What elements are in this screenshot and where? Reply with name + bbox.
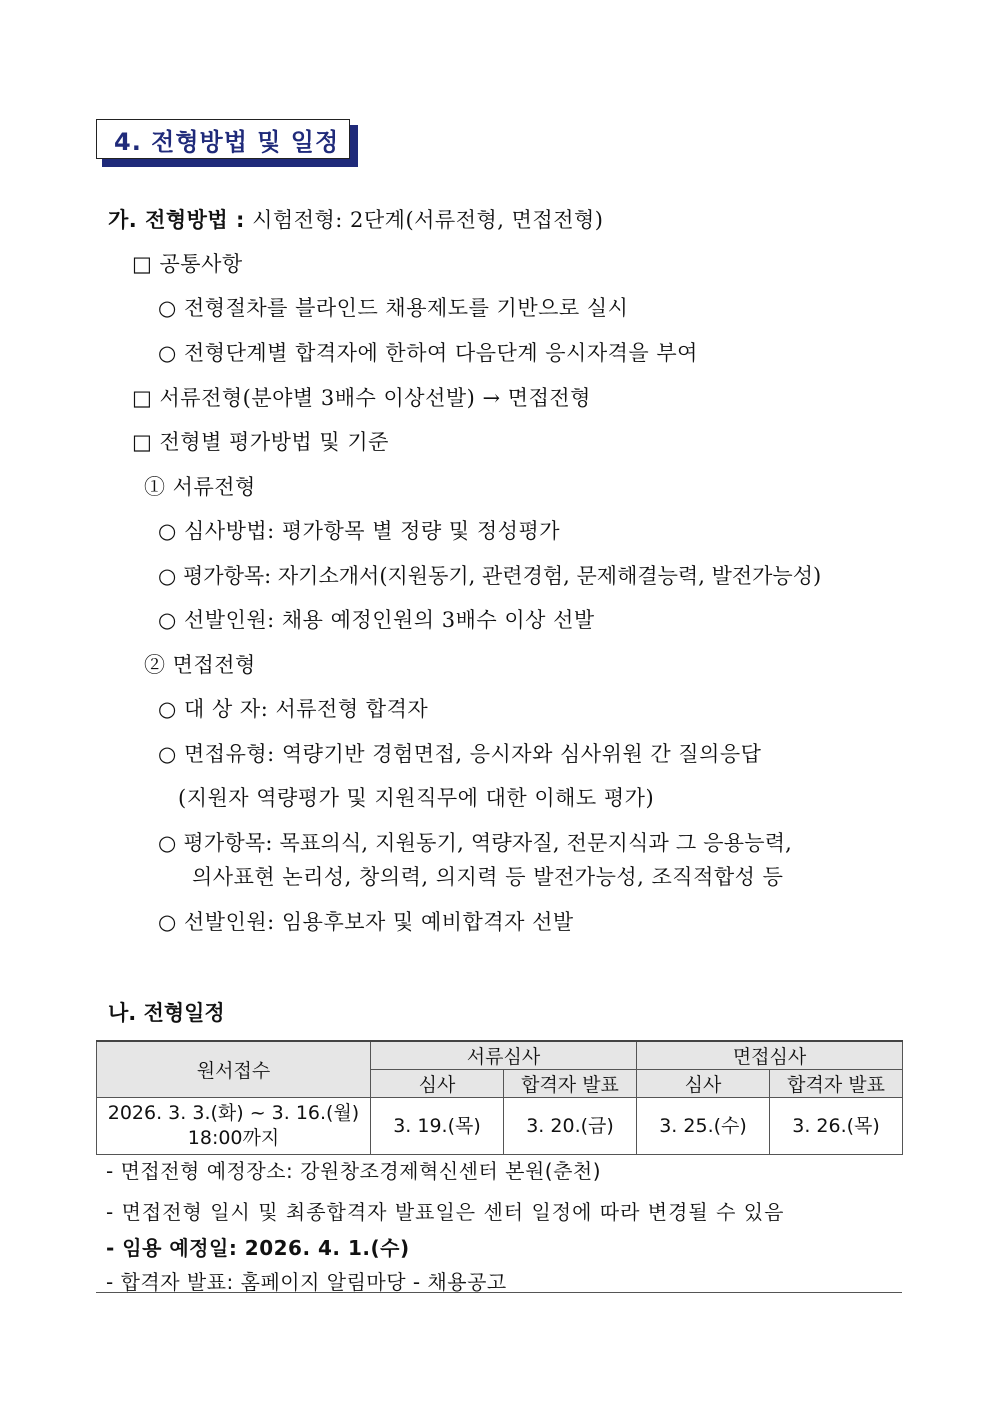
common-item: ○ 전형단계별 합격자에 한하여 다음단계 응시자격을 부여: [158, 341, 698, 365]
schedule-note: - 면접전형 일시 및 최종합격자 발표일은 센터 일정에 따라 변경될 수 있음: [106, 1200, 785, 1224]
interview-review-date: 3. 25.(수): [637, 1098, 770, 1155]
section-heading-box: [96, 119, 350, 159]
application-period-cell: [97, 1098, 371, 1155]
method-label: 가. 전형방법 :: [108, 208, 245, 232]
header-application: 원서접수: [97, 1041, 371, 1098]
common-title: □ 공통사항: [132, 252, 243, 276]
interview-announce-date: 3. 26.(목): [770, 1098, 903, 1155]
doc-item: ○ 심사방법: 평가항목 별 정량 및 정성평가: [158, 519, 561, 543]
interview-item-sub: 의사표현 논리성, 창의력, 의지력 등 발전가능성, 조직적합성 등: [192, 865, 784, 889]
interview-item: ○ 면접유형: 역량기반 경험면접, 응시자와 심사위원 간 질의응답: [158, 742, 762, 766]
interview-title: ② 면접전형: [144, 653, 256, 677]
doc-item: ○ 선발인원: 채용 예정인원의 3배수 이상 선발: [158, 608, 595, 632]
interview-item: ○ 대 상 자: 서류전형 합격자: [158, 697, 429, 721]
method-summary: 시험전형: 2단계(서류전형, 면접전형): [252, 208, 604, 232]
doc-announce-date: 3. 20.(금): [504, 1098, 637, 1155]
doc-review-date: 3. 19.(목): [371, 1098, 504, 1155]
method-line: [108, 206, 603, 234]
application-deadline: 18:00까지: [187, 1127, 280, 1149]
schedule-note: - 면접전형 예정장소: 강원창조경제혁신센터 본원(춘천): [106, 1159, 602, 1183]
header-doc-review: 서류심사: [371, 1041, 637, 1070]
subheader-review: 심사: [371, 1070, 504, 1098]
criteria-title: □ 전형별 평가방법 및 기준: [132, 430, 389, 454]
section-heading: 4. 전형방법 및 일정: [114, 127, 340, 156]
common-item: ○ 전형절차를 블라인드 채용제도를 기반으로 실시: [158, 296, 629, 320]
header-interview: 면접심사: [637, 1041, 903, 1070]
schedule-note-appointment: - 임용 예정일: 2026. 4. 1.(수): [106, 1236, 410, 1260]
table-row: [97, 1098, 903, 1155]
schedule-label: 나. 전형일정: [108, 1001, 225, 1025]
interview-item: ○ 선발인원: 임용후보자 및 예비합격자 선발: [158, 910, 574, 934]
subheader-announce: 합격자 발표: [770, 1070, 903, 1098]
subheader-review: 심사: [637, 1070, 770, 1098]
doc-screening-title: ① 서류전형: [144, 475, 256, 499]
flow-line: □ 서류전형(분야별 3배수 이상선발) → 면접전형: [132, 386, 591, 410]
schedule-note: - 합격자 발표: 홈페이지 알림마당 - 채용공고: [106, 1270, 507, 1294]
interview-item: ○ 평가항목: 목표의식, 지원동기, 역량자질, 전문지식과 그 응용능력,: [158, 831, 793, 855]
table-header-row: [97, 1041, 903, 1070]
interview-item-sub: (지원자 역량평가 및 지원직무에 대한 이해도 평가): [178, 786, 655, 810]
notes-bottom-rule: [96, 1292, 902, 1293]
subheader-announce: 합격자 발표: [504, 1070, 637, 1098]
doc-item: ○ 평가항목: 자기소개서(지원동기, 관련경험, 문제해결능력, 발전가능성): [158, 564, 822, 588]
application-period: 2026. 3. 3.(화) ~ 3. 16.(월): [107, 1102, 360, 1124]
schedule-table: [96, 1040, 903, 1155]
